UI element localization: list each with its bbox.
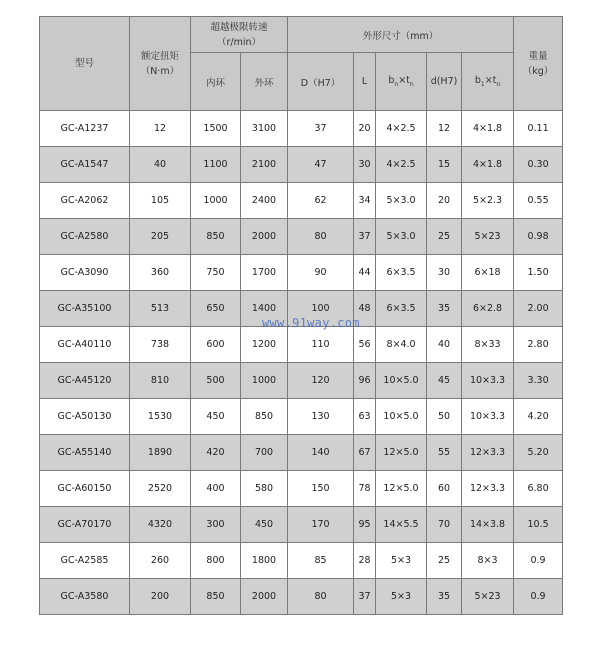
cell-dh7: 35 xyxy=(427,579,462,615)
table-row xyxy=(40,579,563,615)
cell-inner: 750 xyxy=(191,255,241,291)
cell-d: 85 xyxy=(288,543,354,579)
cell-outer: 3100 xyxy=(241,111,288,147)
cell-inner: 800 xyxy=(191,543,241,579)
table-row xyxy=(40,471,563,507)
header-dim-bt1-mid: ×t xyxy=(398,75,410,87)
cell-bt1: 6×3.5 xyxy=(376,255,427,291)
cell-torque: 2520 xyxy=(130,471,191,507)
cell-weight: 0.9 xyxy=(514,579,563,615)
cell-l: 37 xyxy=(354,219,376,255)
header-dim-d: D（H7） xyxy=(288,53,354,111)
table-row xyxy=(40,399,563,435)
cell-d: 80 xyxy=(288,219,354,255)
cell-bt1: 10×5.0 xyxy=(376,363,427,399)
cell-outer: 850 xyxy=(241,399,288,435)
cell-outer: 450 xyxy=(241,507,288,543)
header-torque-unit: （N·m） xyxy=(140,65,180,77)
header-weight-label: 重量 xyxy=(528,50,548,62)
table-row xyxy=(40,291,563,327)
cell-d: 170 xyxy=(288,507,354,543)
cell-dh7: 20 xyxy=(427,183,462,219)
cell-weight: 0.11 xyxy=(514,111,563,147)
cell-bt1: 6×3.5 xyxy=(376,291,427,327)
cell-outer: 1800 xyxy=(241,543,288,579)
cell-weight: 0.9 xyxy=(514,543,563,579)
cell-torque: 200 xyxy=(130,579,191,615)
cell-model: GC-A45120 xyxy=(40,363,130,399)
cell-inner: 850 xyxy=(191,579,241,615)
cell-bt2: 5×2.3 xyxy=(462,183,514,219)
table-row xyxy=(40,507,563,543)
cell-d: 120 xyxy=(288,363,354,399)
header-speed-inner: 内环 xyxy=(191,53,241,111)
cell-inner: 500 xyxy=(191,363,241,399)
cell-dh7: 12 xyxy=(427,111,462,147)
cell-dh7: 55 xyxy=(427,435,462,471)
cell-d: 150 xyxy=(288,471,354,507)
cell-model: GC-A3090 xyxy=(40,255,130,291)
cell-dh7: 35 xyxy=(427,291,462,327)
cell-dh7: 30 xyxy=(427,255,462,291)
cell-d: 62 xyxy=(288,183,354,219)
header-weight xyxy=(514,17,563,111)
table-row xyxy=(40,435,563,471)
cell-inner: 1000 xyxy=(191,183,241,219)
cell-l: 20 xyxy=(354,111,376,147)
cell-l: 28 xyxy=(354,543,376,579)
cell-weight: 10.5 xyxy=(514,507,563,543)
cell-l: 34 xyxy=(354,183,376,219)
cell-bt1: 14×5.5 xyxy=(376,507,427,543)
cell-outer: 1700 xyxy=(241,255,288,291)
table-row xyxy=(40,183,563,219)
header-dim-bt2-b: b xyxy=(474,75,481,87)
cell-l: 48 xyxy=(354,291,376,327)
cell-model: GC-A50130 xyxy=(40,399,130,435)
table-row xyxy=(40,363,563,399)
header-model-label: 型号 xyxy=(74,57,94,69)
cell-d: 100 xyxy=(288,291,354,327)
cell-l: 67 xyxy=(354,435,376,471)
cell-l: 30 xyxy=(354,147,376,183)
cell-bt1: 12×5.0 xyxy=(376,471,427,507)
header-dim-bt1 xyxy=(376,53,427,111)
header-dim-bt1-sub: n xyxy=(394,80,399,88)
cell-d: 47 xyxy=(288,147,354,183)
header-dim-bt2 xyxy=(462,53,514,111)
cell-dh7: 70 xyxy=(427,507,462,543)
cell-weight: 0.98 xyxy=(514,219,563,255)
cell-model: GC-A1237 xyxy=(40,111,130,147)
cell-bt1: 4×2.5 xyxy=(376,147,427,183)
cell-outer: 2400 xyxy=(241,183,288,219)
cell-torque: 810 xyxy=(130,363,191,399)
cell-torque: 105 xyxy=(130,183,191,219)
cell-model: GC-A70170 xyxy=(40,507,130,543)
cell-model: GC-A2062 xyxy=(40,183,130,219)
cell-inner: 300 xyxy=(191,507,241,543)
cell-torque: 12 xyxy=(130,111,191,147)
cell-bt2: 4×1.8 xyxy=(462,147,514,183)
cell-l: 44 xyxy=(354,255,376,291)
spec-table-body xyxy=(40,111,563,615)
cell-torque: 4320 xyxy=(130,507,191,543)
cell-inner: 850 xyxy=(191,219,241,255)
header-torque xyxy=(130,17,191,111)
cell-model: GC-A55140 xyxy=(40,435,130,471)
cell-torque: 1530 xyxy=(130,399,191,435)
cell-inner: 1100 xyxy=(191,147,241,183)
header-dim-bt1-sub2: n xyxy=(409,80,414,88)
cell-d: 37 xyxy=(288,111,354,147)
cell-model: GC-A2585 xyxy=(40,543,130,579)
cell-weight: 1.50 xyxy=(514,255,563,291)
table-row xyxy=(40,219,563,255)
cell-bt1: 8×4.0 xyxy=(376,327,427,363)
cell-bt2: 10×3.3 xyxy=(462,399,514,435)
watermark: www.91way.com xyxy=(262,316,360,330)
cell-model: GC-A1547 xyxy=(40,147,130,183)
cell-torque: 205 xyxy=(130,219,191,255)
cell-bt1: 5×3.0 xyxy=(376,183,427,219)
table-row xyxy=(40,327,563,363)
header-dim-bt2-sub2: n xyxy=(496,80,501,88)
header-dim-l: L xyxy=(354,53,376,111)
cell-d: 80 xyxy=(288,579,354,615)
cell-torque: 360 xyxy=(130,255,191,291)
cell-bt2: 6×2.8 xyxy=(462,291,514,327)
cell-weight: 0.30 xyxy=(514,147,563,183)
cell-torque: 513 xyxy=(130,291,191,327)
cell-l: 56 xyxy=(354,327,376,363)
cell-l: 96 xyxy=(354,363,376,399)
cell-l: 63 xyxy=(354,399,376,435)
cell-dh7: 15 xyxy=(427,147,462,183)
cell-weight: 2.00 xyxy=(514,291,563,327)
header-speed-unit: （r/min） xyxy=(216,36,262,48)
header-torque-label: 额定扭矩 xyxy=(140,50,179,62)
cell-l: 78 xyxy=(354,471,376,507)
cell-inner: 650 xyxy=(191,291,241,327)
cell-model: GC-A2580 xyxy=(40,219,130,255)
cell-bt2: 8×3 xyxy=(462,543,514,579)
cell-weight: 0.55 xyxy=(514,183,563,219)
cell-bt1: 5×3.0 xyxy=(376,219,427,255)
header-weight-unit: （kg） xyxy=(522,65,554,77)
cell-model: GC-A3580 xyxy=(40,579,130,615)
cell-inner: 600 xyxy=(191,327,241,363)
cell-d: 110 xyxy=(288,327,354,363)
header-dim-bt2-sub: 1 xyxy=(480,80,485,88)
cell-model: GC-A60150 xyxy=(40,471,130,507)
cell-bt2: 6×18 xyxy=(462,255,514,291)
cell-d: 140 xyxy=(288,435,354,471)
cell-torque: 738 xyxy=(130,327,191,363)
cell-inner: 420 xyxy=(191,435,241,471)
cell-l: 95 xyxy=(354,507,376,543)
cell-dh7: 25 xyxy=(427,219,462,255)
table-row xyxy=(40,147,563,183)
cell-dh7: 40 xyxy=(427,327,462,363)
table-row xyxy=(40,255,563,291)
cell-inner: 450 xyxy=(191,399,241,435)
header-speed-label: 超越极限转速 xyxy=(210,21,268,33)
cell-outer: 1000 xyxy=(241,363,288,399)
cell-weight: 5.20 xyxy=(514,435,563,471)
cell-outer: 2000 xyxy=(241,219,288,255)
header-dim-bt2-mid: ×t xyxy=(484,75,497,87)
cell-weight: 6.80 xyxy=(514,471,563,507)
cell-torque: 260 xyxy=(130,543,191,579)
cell-weight: 4.20 xyxy=(514,399,563,435)
cell-outer: 2000 xyxy=(241,579,288,615)
cell-dh7: 60 xyxy=(427,471,462,507)
cell-bt2: 12×3.3 xyxy=(462,471,514,507)
cell-bt2: 8×33 xyxy=(462,327,514,363)
cell-outer: 580 xyxy=(241,471,288,507)
header-dim-bt1-b: b xyxy=(388,75,395,87)
cell-bt2: 10×3.3 xyxy=(462,363,514,399)
cell-model: GC-A35100 xyxy=(40,291,130,327)
cell-bt2: 5×23 xyxy=(462,579,514,615)
cell-dh7: 25 xyxy=(427,543,462,579)
table-row xyxy=(40,111,563,147)
cell-bt2: 14×3.8 xyxy=(462,507,514,543)
cell-d: 90 xyxy=(288,255,354,291)
cell-bt1: 12×5.0 xyxy=(376,435,427,471)
cell-bt1: 4×2.5 xyxy=(376,111,427,147)
cell-bt2: 12×3.3 xyxy=(462,435,514,471)
cell-dh7: 45 xyxy=(427,363,462,399)
cell-model: GC-A40110 xyxy=(40,327,130,363)
table-row xyxy=(40,543,563,579)
cell-bt1: 5×3 xyxy=(376,579,427,615)
spec-table xyxy=(39,16,563,615)
header-dims-label: 外形尺寸（mm） xyxy=(362,30,439,42)
header-model xyxy=(40,17,130,111)
cell-outer: 2100 xyxy=(241,147,288,183)
cell-inner: 400 xyxy=(191,471,241,507)
cell-bt1: 5×3 xyxy=(376,543,427,579)
header-dims xyxy=(288,17,514,53)
cell-bt2: 5×23 xyxy=(462,219,514,255)
cell-outer: 1400 xyxy=(241,291,288,327)
cell-weight: 2.80 xyxy=(514,327,563,363)
cell-outer: 1200 xyxy=(241,327,288,363)
cell-l: 37 xyxy=(354,579,376,615)
cell-bt2: 4×1.8 xyxy=(462,111,514,147)
cell-inner: 1500 xyxy=(191,111,241,147)
cell-torque: 40 xyxy=(130,147,191,183)
cell-outer: 700 xyxy=(241,435,288,471)
cell-dh7: 50 xyxy=(427,399,462,435)
header-dim-dh7: d(H7) xyxy=(427,53,462,111)
cell-weight: 3.30 xyxy=(514,363,563,399)
cell-torque: 1890 xyxy=(130,435,191,471)
cell-bt1: 10×5.0 xyxy=(376,399,427,435)
header-speed-outer: 外环 xyxy=(241,53,288,111)
cell-d: 130 xyxy=(288,399,354,435)
header-speed xyxy=(191,17,288,53)
